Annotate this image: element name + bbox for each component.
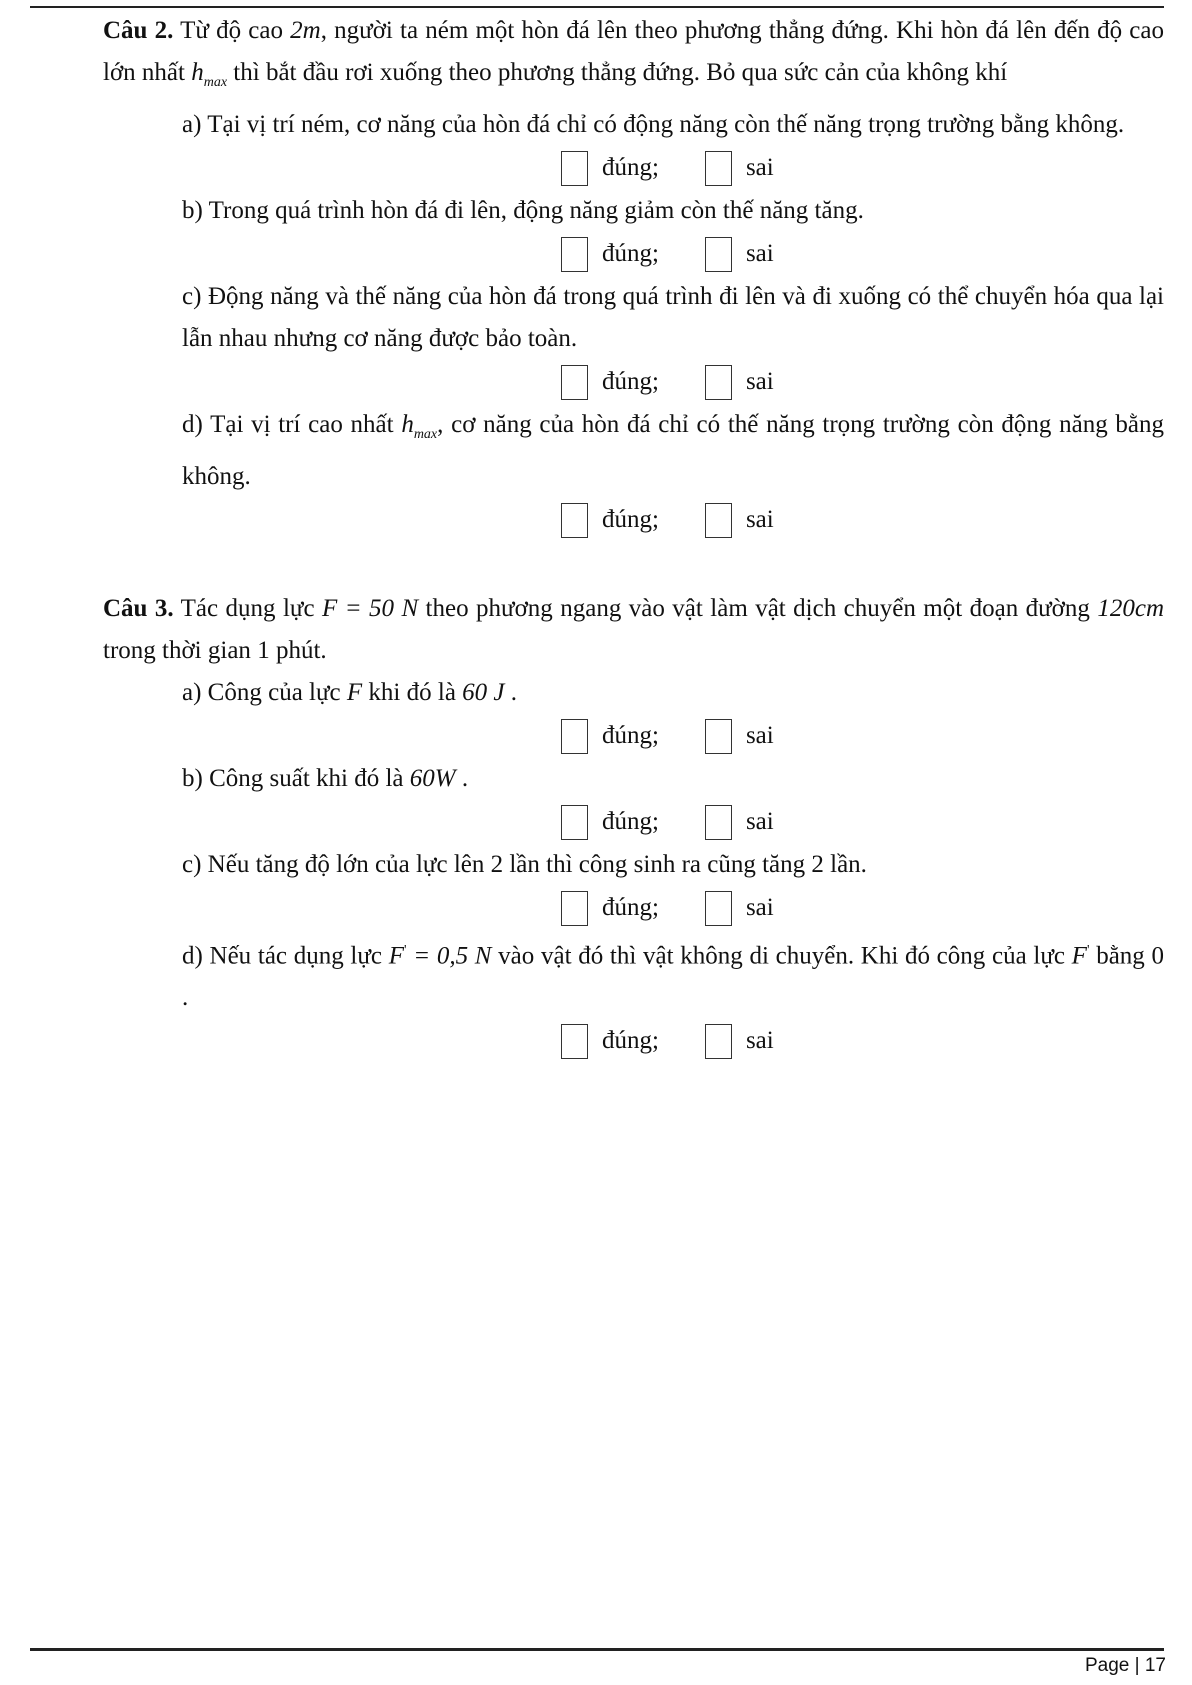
stem-text: phút. (269, 637, 327, 664)
false-option (705, 151, 774, 186)
q2-c-answers (561, 360, 1164, 404)
header-rule (30, 6, 1164, 8)
math-time: 1 (257, 637, 270, 664)
math-prime: ' (1086, 943, 1090, 958)
math-force: F = 50 N (322, 595, 419, 622)
math-F: F (346, 679, 363, 706)
false-checkbox[interactable] (705, 891, 732, 926)
false-checkbox[interactable] (705, 237, 732, 272)
false-label: sai (745, 240, 774, 267)
stem-text: theo phương ngang vào vật làm vật dịch chuyển một đoạn đường (418, 595, 1098, 622)
math-hmax (191, 59, 228, 90)
q3-b-answers (561, 800, 1164, 844)
true-option (561, 719, 659, 754)
true-option (561, 237, 659, 272)
true-label: đúng; (602, 240, 659, 267)
false-option (705, 719, 774, 754)
true-label: đúng; (602, 808, 659, 835)
q3-statement-b (182, 758, 1164, 800)
q2-a-answers (561, 146, 1164, 190)
true-label: đúng; (602, 154, 659, 181)
false-label: sai (745, 506, 774, 533)
statement-text: bằng (1089, 942, 1152, 970)
math-distance: 120cm (1097, 595, 1164, 622)
false-option (705, 503, 774, 538)
math-F-prime: F (1071, 942, 1087, 970)
math-h: h (191, 59, 204, 86)
math-power-value: 60W (409, 765, 456, 792)
math-height: 2m (290, 17, 321, 44)
math-factor: 2 (490, 851, 504, 878)
question-2-label: Câu 2. (103, 17, 174, 44)
true-option (561, 891, 659, 926)
q3-d-answers (561, 1019, 1164, 1063)
question-2-stem (103, 10, 1164, 104)
statement-text: , cơ năng của hòn đá chỉ có thế năng trọng trường còn động năng bằng không. (182, 411, 1165, 490)
math-zero: 0 (1151, 942, 1164, 970)
false-option (705, 365, 774, 400)
true-option (561, 1024, 659, 1059)
true-label: đúng; (602, 506, 659, 533)
statement-text: lần. (823, 851, 867, 878)
statement-text: vào vật đó thì vật không di chuyển. Khi đó công của lực (491, 942, 1072, 970)
false-label: sai (745, 722, 774, 749)
false-option (705, 891, 774, 926)
q2-statement-b: b) Trong quá trình hòn đá đi lên, động năng giảm còn thế năng tăng. (182, 197, 864, 224)
false-label: sai (745, 808, 774, 835)
page-number: Page | 17 (1084, 1655, 1166, 1676)
statement-text: c) Nếu tăng độ lớn của lực lên (182, 851, 491, 878)
false-label: sai (745, 368, 774, 395)
false-checkbox[interactable] (705, 503, 732, 538)
math-h: h (401, 411, 414, 438)
q2-statement-a: a) Tại vị trí ném, cơ năng của hòn đá chỉ có động năng còn thế năng trọng trường bằng không. (182, 111, 1125, 138)
math-sub-max: max (413, 427, 438, 442)
true-checkbox[interactable] (561, 365, 588, 400)
true-option (561, 151, 659, 186)
q3-statement-a (182, 672, 1164, 714)
page-content (103, 10, 1164, 1063)
false-checkbox[interactable] (705, 365, 732, 400)
true-checkbox[interactable] (561, 503, 588, 538)
stem-text: trong thời gian (103, 637, 258, 664)
true-checkbox[interactable] (561, 719, 588, 754)
statement-text: b) Công suất khi đó là (182, 765, 410, 792)
false-label: sai (745, 894, 774, 921)
q3-statement-c (182, 844, 1164, 886)
true-checkbox[interactable] (561, 1024, 588, 1059)
stem-text: Tác dụng lực (173, 595, 322, 622)
statement-text: d) Tại vị trí cao nhất (182, 411, 402, 438)
false-checkbox[interactable] (705, 151, 732, 186)
statement-text: . (455, 765, 469, 792)
statement-text: d) Nếu tác dụng lực (182, 942, 389, 970)
false-checkbox[interactable] (705, 719, 732, 754)
true-label: đúng; (602, 1027, 659, 1055)
q2-b-answers (561, 232, 1164, 276)
true-option (561, 503, 659, 538)
true-label: đúng; (602, 368, 659, 395)
question-3-label: Câu 3. (103, 595, 174, 622)
false-option (705, 237, 774, 272)
math-F-prime: F (388, 942, 405, 970)
math-sub-max: max (203, 75, 228, 90)
math-factor: 2 (811, 851, 824, 878)
math-force-value: = 0,5 N (406, 942, 492, 970)
false-checkbox[interactable] (705, 805, 732, 840)
stem-text: thì bắt đầu rơi xuống theo phương thẳng đứng. Bỏ qua sức cản của không khí (227, 59, 1008, 86)
statement-text: khi đó là (362, 679, 463, 706)
true-option (561, 805, 659, 840)
q3-c-answers (561, 886, 1164, 930)
statement-text: lần thì công sinh ra cũng tăng (503, 851, 812, 878)
true-checkbox[interactable] (561, 151, 588, 186)
true-checkbox[interactable] (561, 805, 588, 840)
math-prime: ' (404, 943, 407, 958)
false-option (705, 805, 774, 840)
true-label: đúng; (602, 722, 659, 749)
statement-text: . (504, 679, 518, 706)
false-label: sai (745, 1027, 774, 1055)
true-checkbox[interactable] (561, 891, 588, 926)
q3-a-answers (561, 714, 1164, 758)
footer-rule (30, 1648, 1164, 1651)
math-hmax (401, 411, 438, 442)
true-option (561, 365, 659, 400)
true-checkbox[interactable] (561, 237, 588, 272)
stem-text: , người ta ném một hòn đá lên theo phương thẳng đứng. Khi hòn đá lên đến độ cao lớn nhất (103, 17, 1164, 86)
q2-statement-c: c) Động năng và thế năng của hòn đá trong quá trình đi lên và đi xuống có thể chuyển hóa qua lại lẫn nhau nhưng cơ năng được bảo toàn. (182, 283, 1164, 352)
math-work-value: 60 J (462, 679, 505, 706)
q3-statement-d (182, 930, 1164, 1019)
statement-text: a) Công của lực (182, 679, 347, 706)
q2-d-answers (561, 498, 1164, 542)
question-3-stem (103, 588, 1164, 672)
q2-statement-d (182, 404, 1164, 498)
statement-text: . (182, 984, 189, 1012)
false-option (705, 1024, 774, 1059)
stem-text: Từ độ cao (173, 17, 291, 44)
false-checkbox[interactable] (705, 1024, 732, 1059)
false-label: sai (745, 154, 774, 181)
true-label: đúng; (602, 894, 659, 921)
